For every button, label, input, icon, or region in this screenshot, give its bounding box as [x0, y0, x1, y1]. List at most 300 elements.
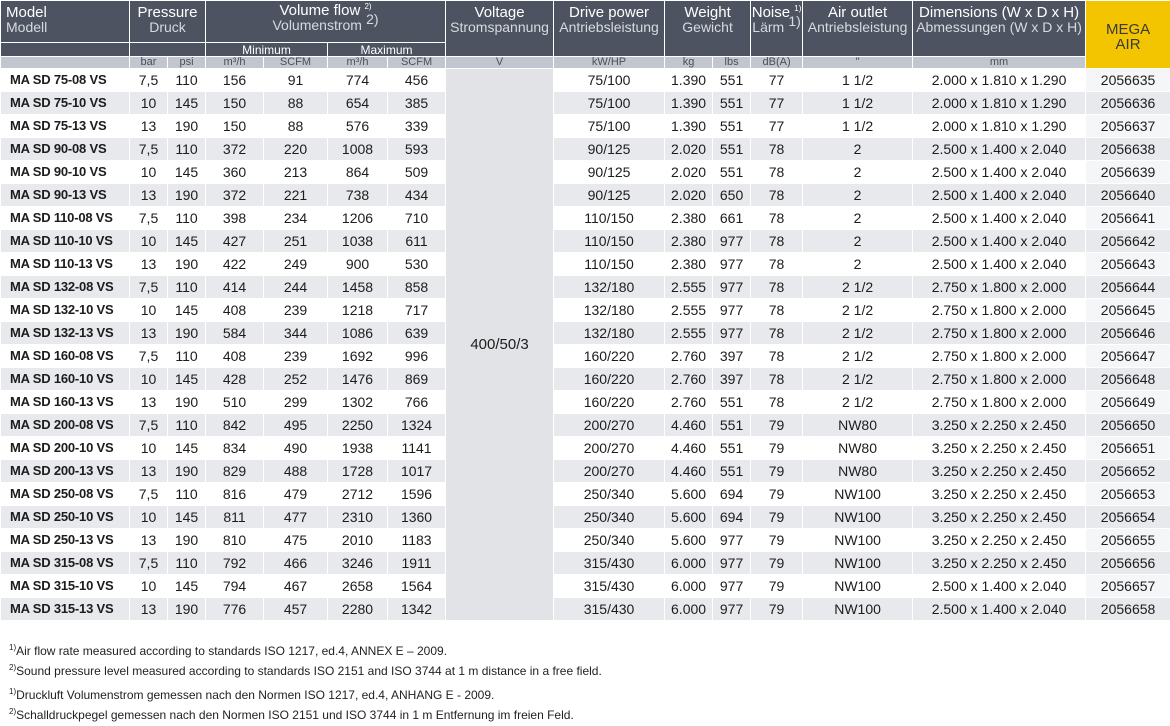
value-cell: 1.390	[665, 92, 713, 115]
value-cell: 79	[751, 460, 803, 483]
article-number-cell: 2056652	[1086, 460, 1170, 483]
unit-cell: mm	[913, 57, 1086, 69]
value-cell: 110/150	[554, 253, 665, 276]
model-cell: MA SD 132-08 VS	[1, 276, 130, 299]
value-cell: 488	[264, 460, 328, 483]
value-cell: 2.760	[665, 391, 713, 414]
value-cell: 794	[206, 575, 264, 598]
value-cell: 1302	[328, 391, 388, 414]
value-cell: 1141	[388, 437, 446, 460]
value-cell: 77	[751, 69, 803, 92]
table-row	[1, 368, 1170, 391]
value-cell: 6.000	[665, 598, 713, 621]
value-cell: 466	[264, 552, 328, 575]
value-cell: NW100	[803, 506, 913, 529]
footnote: $^{1)}$Air flow rate measured according to standards ISO 1217, ed.4, ANNEX E – 2009.	[9, 643, 448, 658]
value-cell: 249	[264, 253, 328, 276]
value-cell: 200/270	[554, 437, 665, 460]
value-cell: 477	[264, 506, 328, 529]
model-cell: MA SD 250-10 VS	[1, 506, 130, 529]
value-cell: 13	[130, 529, 168, 552]
value-cell: 2 1/2	[803, 299, 913, 322]
value-cell: 408	[206, 345, 264, 368]
value-cell: 2280	[328, 598, 388, 621]
footnote: $^{1)}$Druckluft Volumenstrom gemessen nach den Normen ISO 1217, ed.4, ANHANG E - 2009.	[9, 687, 495, 702]
value-cell: 2	[803, 207, 913, 230]
header-model: Model Modell	[1, 1, 130, 43]
model-cell: MA SD 90-10 VS	[1, 161, 130, 184]
value-cell: 110	[168, 138, 206, 161]
value-cell: 4.460	[665, 437, 713, 460]
article-number-cell: 2056657	[1086, 575, 1170, 598]
footnotes	[9, 641, 602, 725]
value-cell: 190	[168, 253, 206, 276]
table-row	[1, 69, 1170, 92]
header-pressure-spacer	[130, 43, 206, 57]
value-cell: 2.020	[665, 161, 713, 184]
value-cell: 3.250 x 2.250 x 2.450	[913, 552, 1086, 575]
value-cell: 110	[168, 69, 206, 92]
unit-cell	[1, 57, 130, 69]
table-row	[1, 184, 1170, 207]
value-cell: 10	[130, 437, 168, 460]
value-cell: 427	[206, 230, 264, 253]
value-cell: 1342	[388, 598, 446, 621]
table-row	[1, 437, 1170, 460]
value-cell: 869	[388, 368, 446, 391]
article-number-cell: 2056637	[1086, 115, 1170, 138]
value-cell: 2.750 x 1.800 x 2.000	[913, 276, 1086, 299]
value-cell: 315/430	[554, 552, 665, 575]
value-cell: 551	[713, 69, 751, 92]
table-row	[1, 391, 1170, 414]
value-cell: 77	[751, 115, 803, 138]
value-cell: 78	[751, 138, 803, 161]
value-cell: 10	[130, 506, 168, 529]
table-row	[1, 138, 1170, 161]
unit-cell: SCFM	[388, 57, 446, 69]
value-cell: 2.760	[665, 345, 713, 368]
value-cell: 5.600	[665, 483, 713, 506]
value-cell: 160/220	[554, 368, 665, 391]
value-cell: 2250	[328, 414, 388, 437]
value-cell: 2.500 x 1.400 x 2.040	[913, 230, 1086, 253]
value-cell: 2 1/2	[803, 368, 913, 391]
article-number-cell: 2056649	[1086, 391, 1170, 414]
value-cell: 7,5	[130, 69, 168, 92]
value-cell: 2 1/2	[803, 322, 913, 345]
value-cell: 90/125	[554, 138, 665, 161]
unit-cell: "	[803, 57, 913, 69]
value-cell: 650	[713, 184, 751, 207]
value-cell: 145	[168, 437, 206, 460]
value-cell: 2.555	[665, 276, 713, 299]
value-cell: 190	[168, 322, 206, 345]
unit-cell: kW/HP	[554, 57, 665, 69]
article-number-cell: 2056653	[1086, 483, 1170, 506]
value-cell: 1183	[388, 529, 446, 552]
article-number-cell: 2056642	[1086, 230, 1170, 253]
value-cell: 110	[168, 483, 206, 506]
value-cell: 611	[388, 230, 446, 253]
value-cell: 13	[130, 460, 168, 483]
table-row	[1, 345, 1170, 368]
value-cell: 2.500 x 1.400 x 2.040	[913, 575, 1086, 598]
value-cell: 110/150	[554, 207, 665, 230]
value-cell: 1086	[328, 322, 388, 345]
value-cell: 90/125	[554, 161, 665, 184]
value-cell: 1938	[328, 437, 388, 460]
value-cell: NW80	[803, 414, 913, 437]
value-cell: 434	[388, 184, 446, 207]
value-cell: 251	[264, 230, 328, 253]
value-cell: 2.020	[665, 184, 713, 207]
value-cell: 977	[713, 552, 751, 575]
value-cell: 7,5	[130, 552, 168, 575]
value-cell: 717	[388, 299, 446, 322]
model-cell: MA SD 250-13 VS	[1, 529, 130, 552]
value-cell: 1.390	[665, 115, 713, 138]
value-cell: 13	[130, 322, 168, 345]
article-number-cell: 2056647	[1086, 345, 1170, 368]
model-cell: MA SD 315-13 VS	[1, 598, 130, 621]
value-cell: 190	[168, 184, 206, 207]
value-cell: 2310	[328, 506, 388, 529]
value-cell: 150	[206, 92, 264, 115]
value-cell: 428	[206, 368, 264, 391]
value-cell: 576	[328, 115, 388, 138]
value-cell: 1564	[388, 575, 446, 598]
value-cell: 2.380	[665, 253, 713, 276]
value-cell: 2.750 x 1.800 x 2.000	[913, 322, 1086, 345]
header-weight: Weight Gewicht	[665, 1, 751, 57]
value-cell: 372	[206, 184, 264, 207]
table-row	[1, 207, 1170, 230]
value-cell: 77	[751, 92, 803, 115]
article-number-cell: 2056640	[1086, 184, 1170, 207]
value-cell: 10	[130, 368, 168, 391]
value-cell: 1324	[388, 414, 446, 437]
value-cell: 996	[388, 345, 446, 368]
table-row	[1, 414, 1170, 437]
value-cell: 234	[264, 207, 328, 230]
model-cell: MA SD 90-13 VS	[1, 184, 130, 207]
value-cell: 132/180	[554, 322, 665, 345]
model-cell: MA SD 160-13 VS	[1, 391, 130, 414]
value-cell: 1017	[388, 460, 446, 483]
value-cell: 1206	[328, 207, 388, 230]
value-cell: 7,5	[130, 345, 168, 368]
table-row	[1, 230, 1170, 253]
value-cell: 2.500 x 1.400 x 2.040	[913, 161, 1086, 184]
footnote: $^{2)}$Schalldruckpegel gemessen nach den Normen ISO 2151 und ISO 3744 in 1 m Entfernung im freien Feld.	[9, 707, 574, 722]
article-number-cell: 2056650	[1086, 414, 1170, 437]
value-cell: 239	[264, 299, 328, 322]
value-cell: 250/340	[554, 483, 665, 506]
value-cell: 977	[713, 322, 751, 345]
value-cell: 13	[130, 184, 168, 207]
model-cell: MA SD 75-10 VS	[1, 92, 130, 115]
value-cell: NW80	[803, 437, 913, 460]
article-number-cell: 2056639	[1086, 161, 1170, 184]
model-cell: MA SD 160-08 VS	[1, 345, 130, 368]
value-cell: 110/150	[554, 230, 665, 253]
value-cell: 190	[168, 598, 206, 621]
value-cell: 315/430	[554, 598, 665, 621]
value-cell: 160/220	[554, 345, 665, 368]
value-cell: 551	[713, 115, 751, 138]
value-cell: 190	[168, 460, 206, 483]
value-cell: 2.555	[665, 322, 713, 345]
table-row	[1, 552, 1170, 575]
value-cell: 2.500 x 1.400 x 2.040	[913, 138, 1086, 161]
value-cell: 2.750 x 1.800 x 2.000	[913, 391, 1086, 414]
value-cell: 145	[168, 92, 206, 115]
value-cell: 2.750 x 1.800 x 2.000	[913, 345, 1086, 368]
value-cell: 1008	[328, 138, 388, 161]
value-cell: 6.000	[665, 552, 713, 575]
header-drive-power: Drive power Antriebsleistung	[554, 1, 665, 57]
table-row	[1, 92, 1170, 115]
value-cell: 2	[803, 138, 913, 161]
table-row	[1, 483, 1170, 506]
header-mega-air: MEGA AIR	[1086, 1, 1170, 69]
value-cell: 7,5	[130, 414, 168, 437]
value-cell: 299	[264, 391, 328, 414]
value-cell: 842	[206, 414, 264, 437]
value-cell: 414	[206, 276, 264, 299]
value-cell: 200/270	[554, 460, 665, 483]
value-cell: 6.000	[665, 575, 713, 598]
unit-cell: V	[446, 57, 554, 69]
value-cell: 79	[751, 437, 803, 460]
value-cell: 190	[168, 115, 206, 138]
value-cell: 551	[713, 460, 751, 483]
value-cell: 2.000 x 1.810 x 1.290	[913, 92, 1086, 115]
model-cell: MA SD 315-10 VS	[1, 575, 130, 598]
value-cell: 977	[713, 253, 751, 276]
unit-cell: m³/h	[328, 57, 388, 69]
value-cell: 2.750 x 1.800 x 2.000	[913, 299, 1086, 322]
value-cell: 467	[264, 575, 328, 598]
value-cell: 190	[168, 529, 206, 552]
value-cell: 2.760	[665, 368, 713, 391]
value-cell: 977	[713, 575, 751, 598]
value-cell: 2.000 x 1.810 x 1.290	[913, 69, 1086, 92]
unit-cell: kg	[665, 57, 713, 69]
value-cell: 2712	[328, 483, 388, 506]
value-cell: 3.250 x 2.250 x 2.450	[913, 460, 1086, 483]
value-cell: 810	[206, 529, 264, 552]
value-cell: 1038	[328, 230, 388, 253]
table-row	[1, 161, 1170, 184]
table-row	[1, 299, 1170, 322]
value-cell: 2658	[328, 575, 388, 598]
value-cell: 422	[206, 253, 264, 276]
value-cell: 110	[168, 276, 206, 299]
value-cell: 79	[751, 575, 803, 598]
value-cell: 5.600	[665, 529, 713, 552]
value-cell: 339	[388, 115, 446, 138]
value-cell: 200/270	[554, 414, 665, 437]
value-cell: 79	[751, 529, 803, 552]
value-cell: 5.600	[665, 506, 713, 529]
value-cell: 10	[130, 230, 168, 253]
value-cell: 490	[264, 437, 328, 460]
model-cell: MA SD 160-10 VS	[1, 368, 130, 391]
unit-cell: SCFM	[264, 57, 328, 69]
value-cell: 977	[713, 276, 751, 299]
value-cell: 315/430	[554, 575, 665, 598]
value-cell: 244	[264, 276, 328, 299]
value-cell: 1 1/2	[803, 69, 913, 92]
model-cell: MA SD 132-13 VS	[1, 322, 130, 345]
value-cell: 1458	[328, 276, 388, 299]
value-cell: 530	[388, 253, 446, 276]
value-cell: 213	[264, 161, 328, 184]
value-cell: 829	[206, 460, 264, 483]
value-cell: 1476	[328, 368, 388, 391]
value-cell: 79	[751, 506, 803, 529]
value-cell: 1596	[388, 483, 446, 506]
value-cell: 75/100	[554, 92, 665, 115]
value-cell: 457	[264, 598, 328, 621]
value-cell: 145	[168, 299, 206, 322]
article-number-cell: 2056646	[1086, 322, 1170, 345]
value-cell: 456	[388, 69, 446, 92]
article-number-cell: 2056648	[1086, 368, 1170, 391]
value-cell: 1.390	[665, 69, 713, 92]
value-cell: 1728	[328, 460, 388, 483]
value-cell: 551	[713, 138, 751, 161]
value-cell: 7,5	[130, 138, 168, 161]
value-cell: 551	[713, 161, 751, 184]
value-cell: 13	[130, 391, 168, 414]
value-cell: 220	[264, 138, 328, 161]
value-cell: 252	[264, 368, 328, 391]
table-row	[1, 460, 1170, 483]
value-cell: 900	[328, 253, 388, 276]
table-row	[1, 322, 1170, 345]
model-cell: MA SD 75-08 VS	[1, 69, 130, 92]
value-cell: 156	[206, 69, 264, 92]
value-cell: 13	[130, 253, 168, 276]
value-cell: 79	[751, 414, 803, 437]
model-cell: MA SD 75-13 VS	[1, 115, 130, 138]
header-volume-flow: Volume flow $^{2)}$ Volumenstrom $^{2)}$	[206, 1, 446, 43]
value-cell: 397	[713, 345, 751, 368]
value-cell: 90/125	[554, 184, 665, 207]
header-maximum: Maximum	[328, 43, 446, 57]
value-cell: 110	[168, 345, 206, 368]
article-number-cell: 2056658	[1086, 598, 1170, 621]
value-cell: 78	[751, 299, 803, 322]
table-row	[1, 598, 1170, 621]
model-cell: MA SD 200-10 VS	[1, 437, 130, 460]
value-cell: 1 1/2	[803, 92, 913, 115]
value-cell: 858	[388, 276, 446, 299]
value-cell: 372	[206, 138, 264, 161]
unit-cell: dB(A)	[751, 57, 803, 69]
model-cell: MA SD 315-08 VS	[1, 552, 130, 575]
value-cell: 776	[206, 598, 264, 621]
value-cell: NW80	[803, 460, 913, 483]
value-cell: 661	[713, 207, 751, 230]
value-cell: 694	[713, 506, 751, 529]
article-number-cell: 2056651	[1086, 437, 1170, 460]
unit-cell: lbs	[713, 57, 751, 69]
voltage-cell: 400/50/3	[446, 69, 554, 621]
value-cell: 4.460	[665, 414, 713, 437]
header-voltage: Voltage Stromspannung	[446, 1, 554, 57]
value-cell: 2 1/2	[803, 345, 913, 368]
value-cell: 654	[328, 92, 388, 115]
value-cell: 584	[206, 322, 264, 345]
value-cell: 385	[388, 92, 446, 115]
article-number-cell: 2056654	[1086, 506, 1170, 529]
value-cell: 551	[713, 414, 751, 437]
value-cell: 221	[264, 184, 328, 207]
value-cell: 145	[168, 575, 206, 598]
value-cell: 239	[264, 345, 328, 368]
value-cell: 132/180	[554, 276, 665, 299]
value-cell: 3.250 x 2.250 x 2.450	[913, 529, 1086, 552]
value-cell: NW100	[803, 598, 913, 621]
value-cell: 150	[206, 115, 264, 138]
article-number-cell: 2056655	[1086, 529, 1170, 552]
value-cell: 145	[168, 230, 206, 253]
value-cell: 738	[328, 184, 388, 207]
value-cell: 1218	[328, 299, 388, 322]
header-pressure: Pressure Druck	[130, 1, 206, 43]
table-row	[1, 575, 1170, 598]
value-cell: 10	[130, 575, 168, 598]
value-cell: 2.500 x 1.400 x 2.040	[913, 207, 1086, 230]
value-cell: 78	[751, 322, 803, 345]
value-cell: 3246	[328, 552, 388, 575]
value-cell: 694	[713, 483, 751, 506]
value-cell: 1911	[388, 552, 446, 575]
value-cell: 78	[751, 207, 803, 230]
value-cell: 2	[803, 161, 913, 184]
value-cell: NW100	[803, 552, 913, 575]
value-cell: 766	[388, 391, 446, 414]
value-cell: 110	[168, 414, 206, 437]
value-cell: 2 1/2	[803, 276, 913, 299]
value-cell: 2.020	[665, 138, 713, 161]
value-cell: 78	[751, 161, 803, 184]
model-cell: MA SD 110-08 VS	[1, 207, 130, 230]
value-cell: 78	[751, 368, 803, 391]
value-cell: 145	[168, 506, 206, 529]
value-cell: 78	[751, 184, 803, 207]
value-cell: 110	[168, 207, 206, 230]
value-cell: 1 1/2	[803, 115, 913, 138]
value-cell: 190	[168, 391, 206, 414]
value-cell: 250/340	[554, 506, 665, 529]
value-cell: 774	[328, 69, 388, 92]
model-cell: MA SD 110-10 VS	[1, 230, 130, 253]
value-cell: 639	[388, 322, 446, 345]
value-cell: 2 1/2	[803, 391, 913, 414]
header-minimum: Minimum	[206, 43, 328, 57]
value-cell: 7,5	[130, 276, 168, 299]
header-model-spacer	[1, 43, 130, 57]
model-cell: MA SD 200-13 VS	[1, 460, 130, 483]
value-cell: 510	[206, 391, 264, 414]
value-cell: 145	[168, 161, 206, 184]
value-cell: 110	[168, 552, 206, 575]
